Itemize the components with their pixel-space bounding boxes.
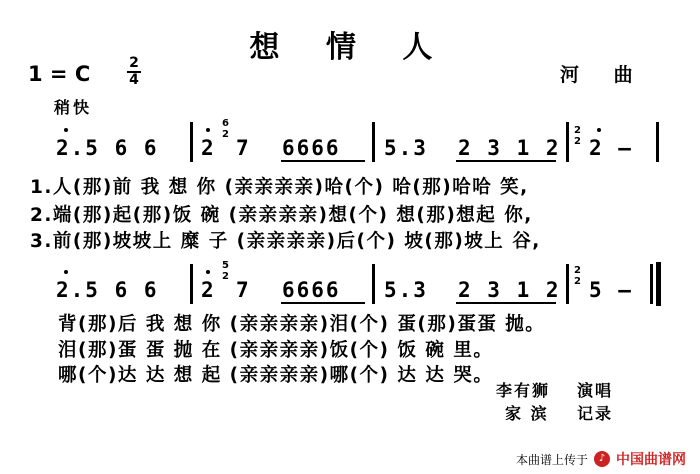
singer-name: 李有狮: [496, 381, 551, 400]
measure-5: 2 3 1 2: [458, 278, 561, 302]
key-signature: 1 = C: [28, 62, 91, 86]
octave-dot: [206, 128, 210, 132]
footer-text: 本曲谱上传于: [515, 452, 588, 467]
song-title: 想 情 人: [249, 30, 451, 65]
measure-6: 5 —: [589, 278, 633, 302]
grace-note-bottom: 2: [222, 271, 229, 282]
bar-line: [190, 264, 193, 304]
grace-note-top: 6: [222, 118, 229, 129]
measure-6: 2 —: [589, 136, 633, 160]
octave-dot: [64, 128, 68, 132]
recorder-name: 家 滨: [505, 404, 549, 423]
beam-line: [281, 160, 365, 162]
grace-note-top: 2: [574, 265, 581, 276]
beam-line: [456, 160, 556, 162]
measure-1: 2.5 6 6: [56, 278, 159, 302]
final-bar-line-thin: [650, 264, 653, 304]
grace-note-bottom: 2: [574, 136, 581, 147]
meter-bottom: 4: [129, 72, 139, 88]
measure-4: 5.3: [384, 278, 428, 302]
bar-line: [372, 122, 375, 162]
final-bar-line-thick: [656, 262, 661, 306]
footer-brand-link[interactable]: 中国曲谱网: [616, 452, 686, 468]
lyric-verse-2: 泪(那)蛋 蛋 抛 在 (亲亲亲亲)饭(个) 饭 碗 里。: [58, 340, 494, 361]
grace-note-bottom: 2: [574, 276, 581, 287]
lyric-verse-2: 2.端(那)起(那)饭 碗 (亲亲亲亲)想(个) 想(那)想起 你,: [30, 205, 533, 226]
bar-line: [656, 122, 659, 162]
bar-line: [190, 122, 193, 162]
grace-note-bottom: 2: [222, 129, 229, 140]
grace-note-top: 5: [222, 260, 229, 271]
beam-line: [281, 302, 365, 304]
measure-2-note-b: 7: [236, 136, 251, 160]
octave-dot: [597, 128, 601, 132]
footer: [516, 449, 686, 469]
music-note-icon: ♪: [594, 451, 610, 467]
time-signature: [126, 56, 142, 88]
measure-5: 2 3 1 2: [458, 136, 561, 160]
measure-2-note-b: 7: [236, 278, 251, 302]
measure-4: 5.3: [384, 136, 428, 160]
recorder-role: 记录: [577, 404, 614, 423]
grace-note-top: 2: [574, 125, 581, 136]
lyric-verse-1: 1.人(那)前 我 想 你 (亲亲亲亲)哈(个) 哈(那)哈哈 笑,: [30, 177, 529, 198]
octave-dot: [206, 270, 210, 274]
measure-2-note-a: 2: [201, 136, 216, 160]
bar-line: [566, 264, 569, 304]
octave-dot: [64, 270, 68, 274]
lyric-verse-3: 3.前(那)坡坡上 糜 子 (亲亲亲亲)后(个) 坡(那)坡上 谷,: [30, 231, 541, 252]
beam-line: [456, 302, 556, 304]
measure-3: 6666: [282, 136, 341, 160]
measure-2-note-a: 2: [201, 278, 216, 302]
measure-3: 6666: [282, 278, 341, 302]
singer-role: 演唱: [577, 381, 614, 400]
lyric-verse-1: 背(那)后 我 想 你 (亲亲亲亲)泪(个) 蛋(那)蛋蛋 抛。: [58, 314, 546, 335]
tempo-marking: 稍快: [54, 98, 93, 117]
lyric-verse-3: 哪(个)达 达 想 起 (亲亲亲亲)哪(个) 达 达 哭。: [58, 365, 494, 386]
song-origin: 河 曲: [560, 64, 647, 86]
bar-line: [566, 122, 569, 162]
measure-1: 2.5 6 6: [56, 136, 159, 160]
bar-line: [372, 264, 375, 304]
meter-top: 2: [129, 55, 139, 71]
